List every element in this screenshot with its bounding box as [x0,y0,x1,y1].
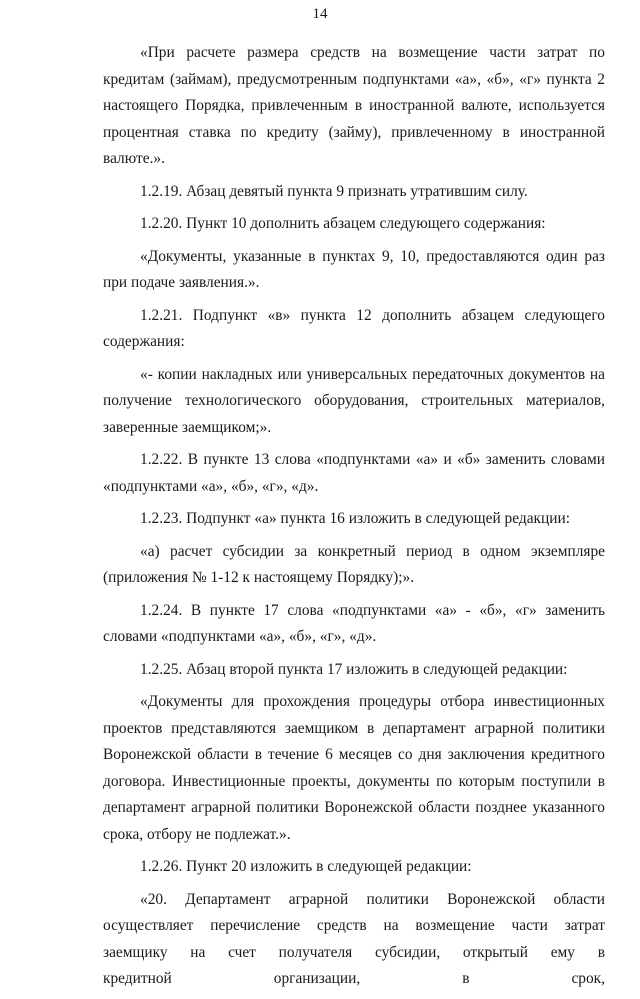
paragraph-1-2-25: 1.2.25. Абзац второй пункта 17 изложить в следующей редакции: [140,660,568,678]
paragraph-quote-subsidy-calc: «а) расчет субсидии за конкретный период в одном экземпляре (приложения № 1-12 к настоящему Порядку);». [103,542,605,586]
paragraph-quote-invoices: «- копии накладных или универсальных передаточных документов на получение технологического оборудования, строительных материалов, заверенные заемщиком;». [103,365,605,436]
paragraph-1-2-21: 1.2.21. Подпункт «в» пункта 12 дополнить абзацем следующего содержания: [103,306,605,350]
paragraph-1-2-23: 1.2.23. Подпункт «а» пункта 16 изложить в следующей редакции: [140,510,570,527]
paragraph-1-2-22: 1.2.22. В пункте 13 слова «подпунктами «а» и «б» заменить словами «подпунктами «а», «б», «г», «д». [103,451,605,495]
page-number: 14 [312,6,328,22]
paragraph-1-2-26: 1.2.26. Пункт 20 изложить в следующей редакции: [140,858,472,875]
paragraph-1-2-19: 1.2.19. Абзац девятый пункта 9 признать утратившим силу. [140,182,528,200]
document-body [103,40,605,999]
paragraph-quote-documents-once: «Документы, указанные в пунктах 9, 10, предоставляются один раз при подаче заявления.». [103,247,605,291]
paragraph-1-2-24: 1.2.24. В пункте 17 слова «подпунктами «а» - «б», «г» заменить словами «подпунктами «а», «б», «г», «д». [103,601,605,645]
paragraph-quote-point-20: «20. Департамент аграрной политики Воронежской области осуществляет перечисление средств на возмещение части затрат заемщику на счет получателя субсидии, открытый ему в кредитной организации, в срок, [103,890,605,987]
paragraph-1-2-20: 1.2.20. Пункт 10 дополнить абзацем следующего содержания: [140,215,546,232]
paragraph-quote-interest-rate: «При расчете размера средств на возмещение части затрат по кредитам (займам), предусмотренным подпунктами «а», «б», «г» пункта 2 настоящего Порядка, привлеченным в иностранной валюте, используется процентная ставка по кредиту (займу), привлеченному в иностранной валюте.». [103,44,605,167]
paragraph-quote-selection-procedure: «Документы для прохождения процедуры отбора инвестиционных проектов представляются заемщиком в департамент аграрной политики Воронежской области в течение 6 месяцев со дня заключения кредитного договора. Инвестиционные проекты, документы по которым поступили в департамент аграрной политики Воронежской области позднее указанного срока, отбору не подлежат.». [103,693,605,843]
